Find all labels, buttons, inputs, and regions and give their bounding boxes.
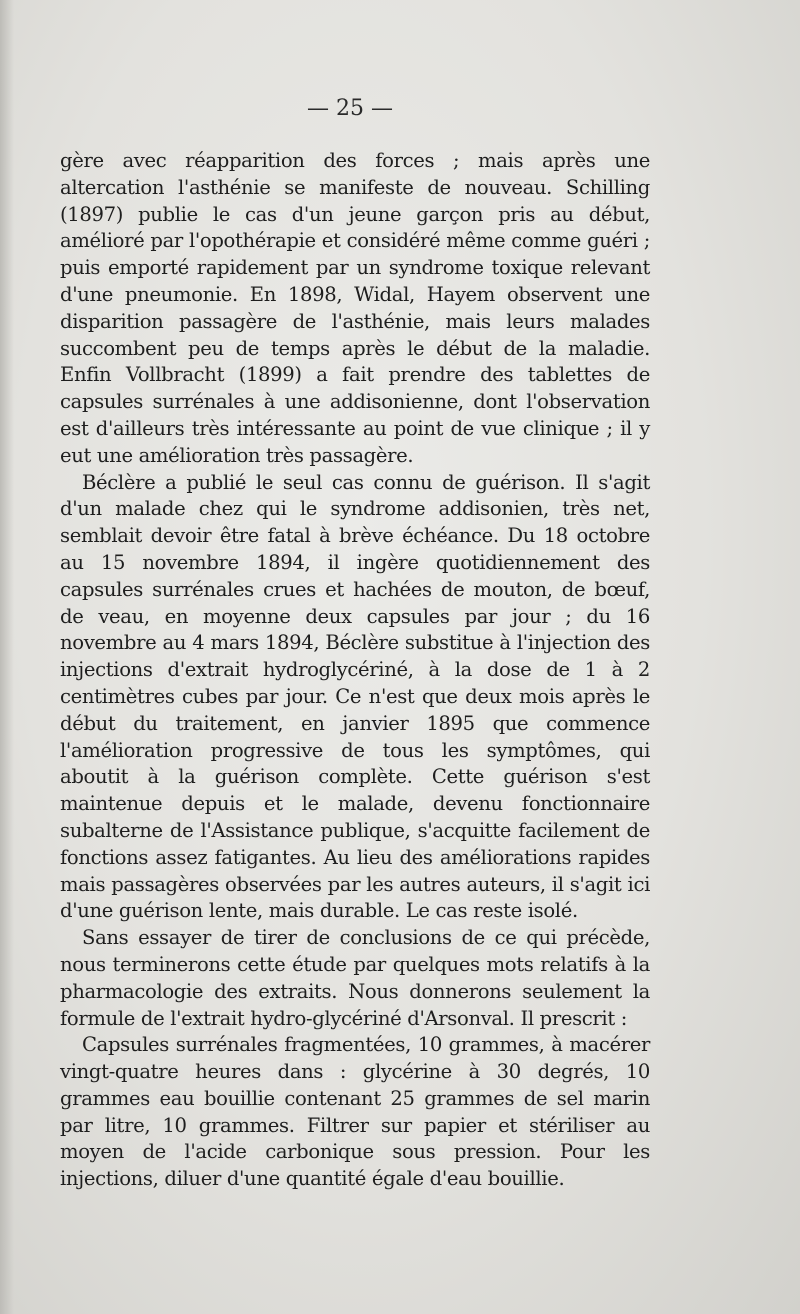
paragraph-continuation: gère avec réapparition des forces ; mais après une altercation l'asthénie se manifeste de nouveau. Schilling (1897) publie le cas d'un jeune garçon pris au début, amélioré par l'opothérapie et considéré même comme guéri ; puis emporté rapidement par un syndrome toxique relevant d'une pneumonie. En 1898, Widal, Hayem observent une disparition passagère de l'asthénie, mais leurs malades succombent peu de temps après le début de la maladie. Enfin Vollbracht (1899) a fait prendre des tablettes de capsules surrénales à une addisonienne, dont l'observation est d'ailleurs très intéressante au point de vue clinique ; il y eut une amélioration très passagère. (60, 149, 650, 467)
paragraph-beclere-case: Béclère a publié le seul cas connu de guérison. Il s'agit d'un malade chez qui le syndrome addisonien, très net, semblait devoir être fatal à brève échéance. Du 18 octobre au 15 novembre 1894, il ingère quotidiennement des capsules surrénales crues et hachées de mouton, de bœuf, de veau, en moyenne deux capsules par jour ; du 16 novembre au 4 mars 1894, Béclère substitue à l'injection des injections d'extrait hydroglycériné, à la dose de 1 à 2 centimètres cubes par jour. Ce n'est que deux mois après le début du traitement, en janvier 1895 que commence l'amélioration progressive de tous les symptômes, qui aboutit à la guérison complète. Cette guérison s'est maintenue depuis et le malade, devenu fonctionnaire subalterne de l'Assistance publique, s'acquitte facilement de fonctions assez fatigantes. Au lieu des améliorations rapides mais passagères observées par les autres auteurs, il s'agit ici d'une guérison lente, mais durable. Le cas reste isolé. (60, 470, 650, 923)
paragraph-formula: Capsules surrénales fragmentées, 10 grammes, à macérer vingt-quatre heures dans : glycérine à 30 degrés, 10 grammes eau bouillie contenant 25 grammes de sel marin par litre, 10 grammes. Filtrer sur papier et stériliser au moyen de l'acide carbonique sous pression. Pour les injections, diluer d'une quantité égale d'eau bouillie. (60, 1033, 650, 1191)
paragraph-pharmacology: Sans essayer de tirer de conclusions de ce qui précède, nous terminerons cette étude par quelques mots relatifs à la pharmacologie des extraits. Nous donnerons seulement la formule de l'extrait hydro-glycériné d'Arsonval. Il prescrit : (60, 926, 650, 1030)
page-number: — 25 — (307, 96, 393, 121)
body-text (60, 148, 650, 1193)
page-edge-shadow (0, 0, 14, 1314)
